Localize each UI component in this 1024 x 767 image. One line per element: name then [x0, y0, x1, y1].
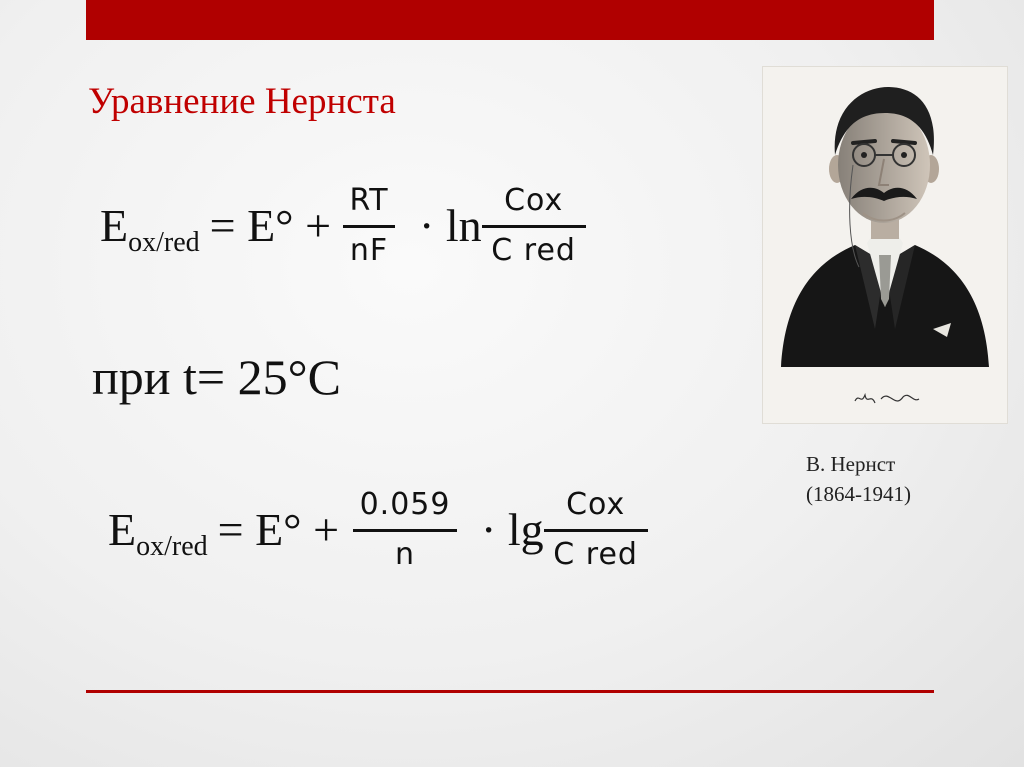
eq2-coefficient-fraction: [353, 488, 457, 572]
nernst-equation-25c: [108, 476, 648, 584]
eq1-ratio-denominator: C red: [491, 232, 576, 268]
eq1-frac-bar: [343, 225, 395, 228]
eq2-ratio-numerator: Cox: [566, 487, 626, 522]
eq1-ratio-bar: [482, 225, 586, 228]
eq1-frac-numerator: RT: [349, 183, 389, 218]
portrait-image: [763, 67, 1007, 423]
eq2-frac-bar: [353, 529, 457, 532]
eq2-ratio-denominator: C red: [553, 536, 638, 572]
eq1-ratio-numerator: Cox: [504, 183, 564, 218]
temperature-condition: при t= 25°C: [92, 349, 341, 405]
caption-years: (1864-1941): [806, 481, 911, 506]
eq1-equals-e0: = E° +: [209, 200, 332, 251]
slide-title: Уравнение Нернста: [88, 81, 396, 122]
portrait-caption: [806, 450, 911, 510]
eq2-frac-numerator: 0.059: [359, 487, 451, 522]
eq1-concentration-ratio: [482, 184, 586, 268]
eq2-concentration-ratio: [544, 488, 648, 572]
caption-name: В. Нернст: [806, 452, 896, 476]
eq2-equals-e0: = E° +: [217, 504, 340, 555]
eq2-lg-operator: · lg: [481, 504, 544, 555]
nernst-portrait: [762, 66, 1008, 424]
eq1-ln-operator: · ln: [419, 200, 482, 251]
eq2-lhs: $E_{ox/red}$: [108, 504, 208, 562]
eq2-frac-denominator: n: [395, 536, 416, 572]
nernst-equation-general: [100, 174, 586, 278]
eq1-frac-denominator: nF: [349, 232, 389, 268]
eq1-lhs: $E_{ox/red}$: [100, 200, 200, 258]
eq1-rt-nf-fraction: [343, 184, 395, 268]
eq2-ratio-bar: [544, 529, 648, 532]
top-accent-bar: [86, 0, 934, 40]
bottom-accent-rule: [86, 690, 934, 693]
